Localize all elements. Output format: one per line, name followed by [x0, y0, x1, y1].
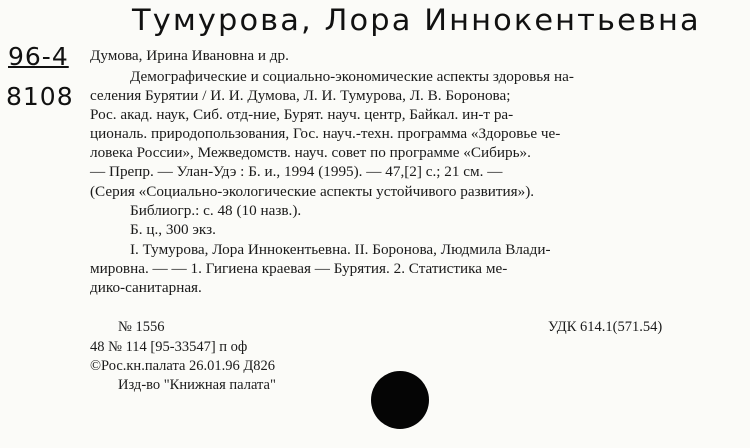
copyright-line: ©Рос.кн.палата 26.01.96 Д826 — [90, 358, 276, 374]
shelf-mark-2: 8108 — [6, 82, 74, 111]
entry-line-5: ловека России», Межведомств. науч. совет по программе «Сибирь». — [90, 144, 531, 161]
entry-line-12: дико-санитарная. — [90, 279, 202, 296]
entry-line-10: I. Тумурова, Лора Иннокентьевна. II. Боронова, Людмила Влади- — [130, 241, 551, 258]
entry-line-1: Демографические и социально-экономические аспекты здоровья на- — [130, 68, 574, 85]
entry-line-4: циональ. природопользования, Гос. науч.-техн. программа «Здоровье че- — [90, 125, 561, 142]
publisher-line: Изд-во "Книжная палата" — [118, 377, 276, 393]
entry-line-2: селения Бурятии / И. И. Думова, Л. И. Тумурова, Л. В. Боронова; — [90, 87, 511, 104]
entry-line-3: Рос. акад. наук, Сиб. отд-ние, Бурят. науч. центр, Байкал. ин-т ра- — [90, 106, 514, 123]
entry-line-7: (Серия «Социально-экологические аспекты устойчивого развития»). — [90, 183, 535, 200]
author-line: Думова, Ирина Ивановна и др. — [90, 47, 289, 64]
card-number: № 1556 — [118, 319, 165, 335]
entry-line-11: мировна. — — 1. Гигиена краевая — Бурятия. 2. Статистика ме- — [90, 260, 508, 277]
shelf-mark-1: 96-4 — [8, 42, 69, 71]
handwritten-title: Тумурова, Лора Иннокентьевна — [132, 3, 701, 37]
punch-hole — [371, 371, 429, 429]
udk-code: УДК 614.1(571.54) — [548, 319, 663, 335]
record-number: 48 № 114 [95-33547] п оф — [90, 339, 248, 355]
entry-line-9: Б. ц., 300 экз. — [130, 221, 216, 238]
entry-line-6: — Препр. — Улан-Удэ : Б. и., 1994 (1995). — 47,[2] с.; 21 см. — — [90, 163, 503, 180]
entry-line-8: Библиогр.: с. 48 (10 назв.). — [130, 202, 302, 219]
